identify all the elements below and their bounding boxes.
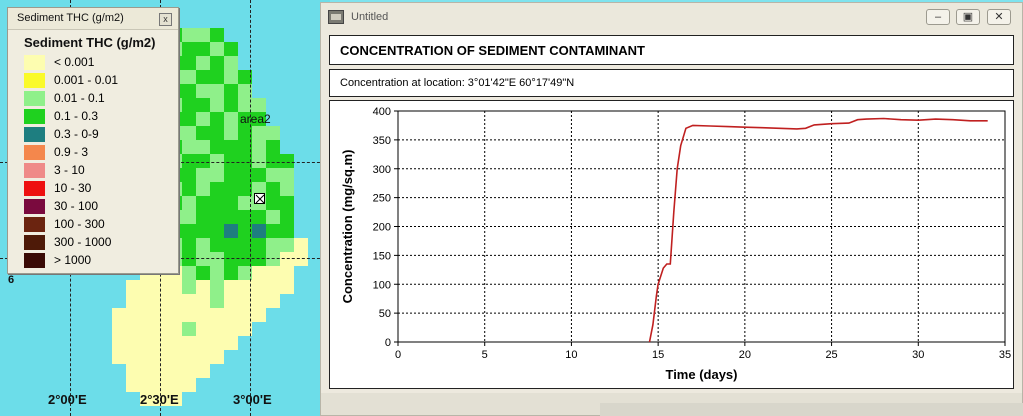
lon-label: 2°00'E xyxy=(48,392,87,407)
legend-item xyxy=(24,162,174,178)
legend-window[interactable] xyxy=(7,7,179,274)
legend-item-label: 0.1 - 0.3 xyxy=(54,109,99,123)
y-tick-label: 300 xyxy=(372,163,391,176)
legend-item-label: 300 - 1000 xyxy=(54,235,112,249)
window-titlebar[interactable] xyxy=(321,3,1022,30)
location-marker-icon[interactable] xyxy=(254,193,265,204)
x-axis-label: Time (days) xyxy=(665,367,738,382)
map-gridline-lon xyxy=(250,0,251,416)
x-tick-label: 15 xyxy=(652,349,665,361)
legend-item xyxy=(24,126,174,142)
legend-item-label: 0.001 - 0.01 xyxy=(54,73,119,87)
lon-label: 3°00'E xyxy=(233,392,272,407)
legend-swatch xyxy=(24,55,45,70)
legend-item xyxy=(24,54,174,70)
legend-titlebar[interactable] xyxy=(8,8,178,30)
chart-title: CONCENTRATION OF SEDIMENT CONTAMINANT xyxy=(340,43,645,58)
chart-panel xyxy=(329,100,1014,389)
x-tick-label: 20 xyxy=(738,349,751,361)
legend-item xyxy=(24,180,174,196)
close-icon[interactable]: ✕ xyxy=(987,9,1011,25)
legend-item-label: 100 - 300 xyxy=(54,217,105,231)
y-tick-label: 350 xyxy=(372,134,391,147)
legend-item-label: < 0.001 xyxy=(54,55,95,69)
x-tick-label: 10 xyxy=(565,349,578,361)
y-tick-label: 100 xyxy=(372,279,391,292)
y-tick-label: 400 xyxy=(372,106,391,118)
restore-icon[interactable]: ▣ xyxy=(956,9,980,25)
y-axis-label: Concentration (mg/sq.m) xyxy=(340,149,355,304)
legend-swatch xyxy=(24,163,45,178)
legend-swatch xyxy=(24,145,45,160)
concentration-chart xyxy=(330,101,1013,388)
legend-item-label: 30 - 100 xyxy=(54,199,99,213)
legend-item xyxy=(24,72,174,88)
location-panel xyxy=(329,69,1014,97)
y-tick-label: 150 xyxy=(372,250,391,263)
legend-heading: Sediment THC (g/m2) xyxy=(24,35,156,50)
legend-swatch xyxy=(24,181,45,196)
background-strip xyxy=(600,403,1023,416)
area-label: area2 xyxy=(240,112,271,126)
chart-window[interactable] xyxy=(320,2,1023,416)
legend-swatch xyxy=(24,217,45,232)
window-title: Untitled xyxy=(351,11,389,23)
plot-area xyxy=(398,111,1005,342)
legend-item xyxy=(24,252,174,268)
y-tick-label: 250 xyxy=(372,192,391,205)
close-icon[interactable]: x xyxy=(159,13,172,26)
legend-swatch xyxy=(24,199,45,214)
legend-swatch xyxy=(24,109,45,124)
legend-window-title: Sediment THC (g/m2) xyxy=(17,12,124,24)
location-text: Concentration at location: 3°01'42"E 60°17'49"N xyxy=(340,77,575,89)
window-icon xyxy=(328,10,344,24)
y-tick-label: 50 xyxy=(378,308,391,321)
legend-item-label: 0.01 - 0.1 xyxy=(54,91,105,105)
y-tick-label: 0 xyxy=(384,337,391,349)
x-tick-label: 35 xyxy=(998,349,1012,361)
x-tick-label: 30 xyxy=(912,349,925,361)
legend-item-label: 3 - 10 xyxy=(54,163,85,177)
legend-item xyxy=(24,216,174,232)
lon-label: 2°30'E xyxy=(140,392,179,407)
minimize-icon[interactable]: – xyxy=(926,9,950,25)
legend-item xyxy=(24,144,174,160)
legend-swatch xyxy=(24,127,45,142)
lat-label: 6 xyxy=(8,274,15,286)
legend-item-label: 10 - 30 xyxy=(54,181,92,195)
legend-item xyxy=(24,108,174,124)
x-tick-label: 25 xyxy=(825,349,838,361)
x-tick-label: 5 xyxy=(481,349,488,361)
chart-title-panel xyxy=(329,35,1014,65)
legend-item-label: 0.3 - 0-9 xyxy=(54,127,99,141)
x-tick-label: 0 xyxy=(394,349,402,361)
legend-item-label: > 1000 xyxy=(54,253,92,267)
legend-item xyxy=(24,234,174,250)
legend-item-label: 0.9 - 3 xyxy=(54,145,89,159)
legend-swatch xyxy=(24,235,45,250)
y-tick-label: 200 xyxy=(372,221,391,234)
legend-swatch xyxy=(24,91,45,106)
legend-item xyxy=(24,90,174,106)
legend-item xyxy=(24,198,174,214)
legend-swatch xyxy=(24,253,45,268)
legend-swatch xyxy=(24,73,45,88)
